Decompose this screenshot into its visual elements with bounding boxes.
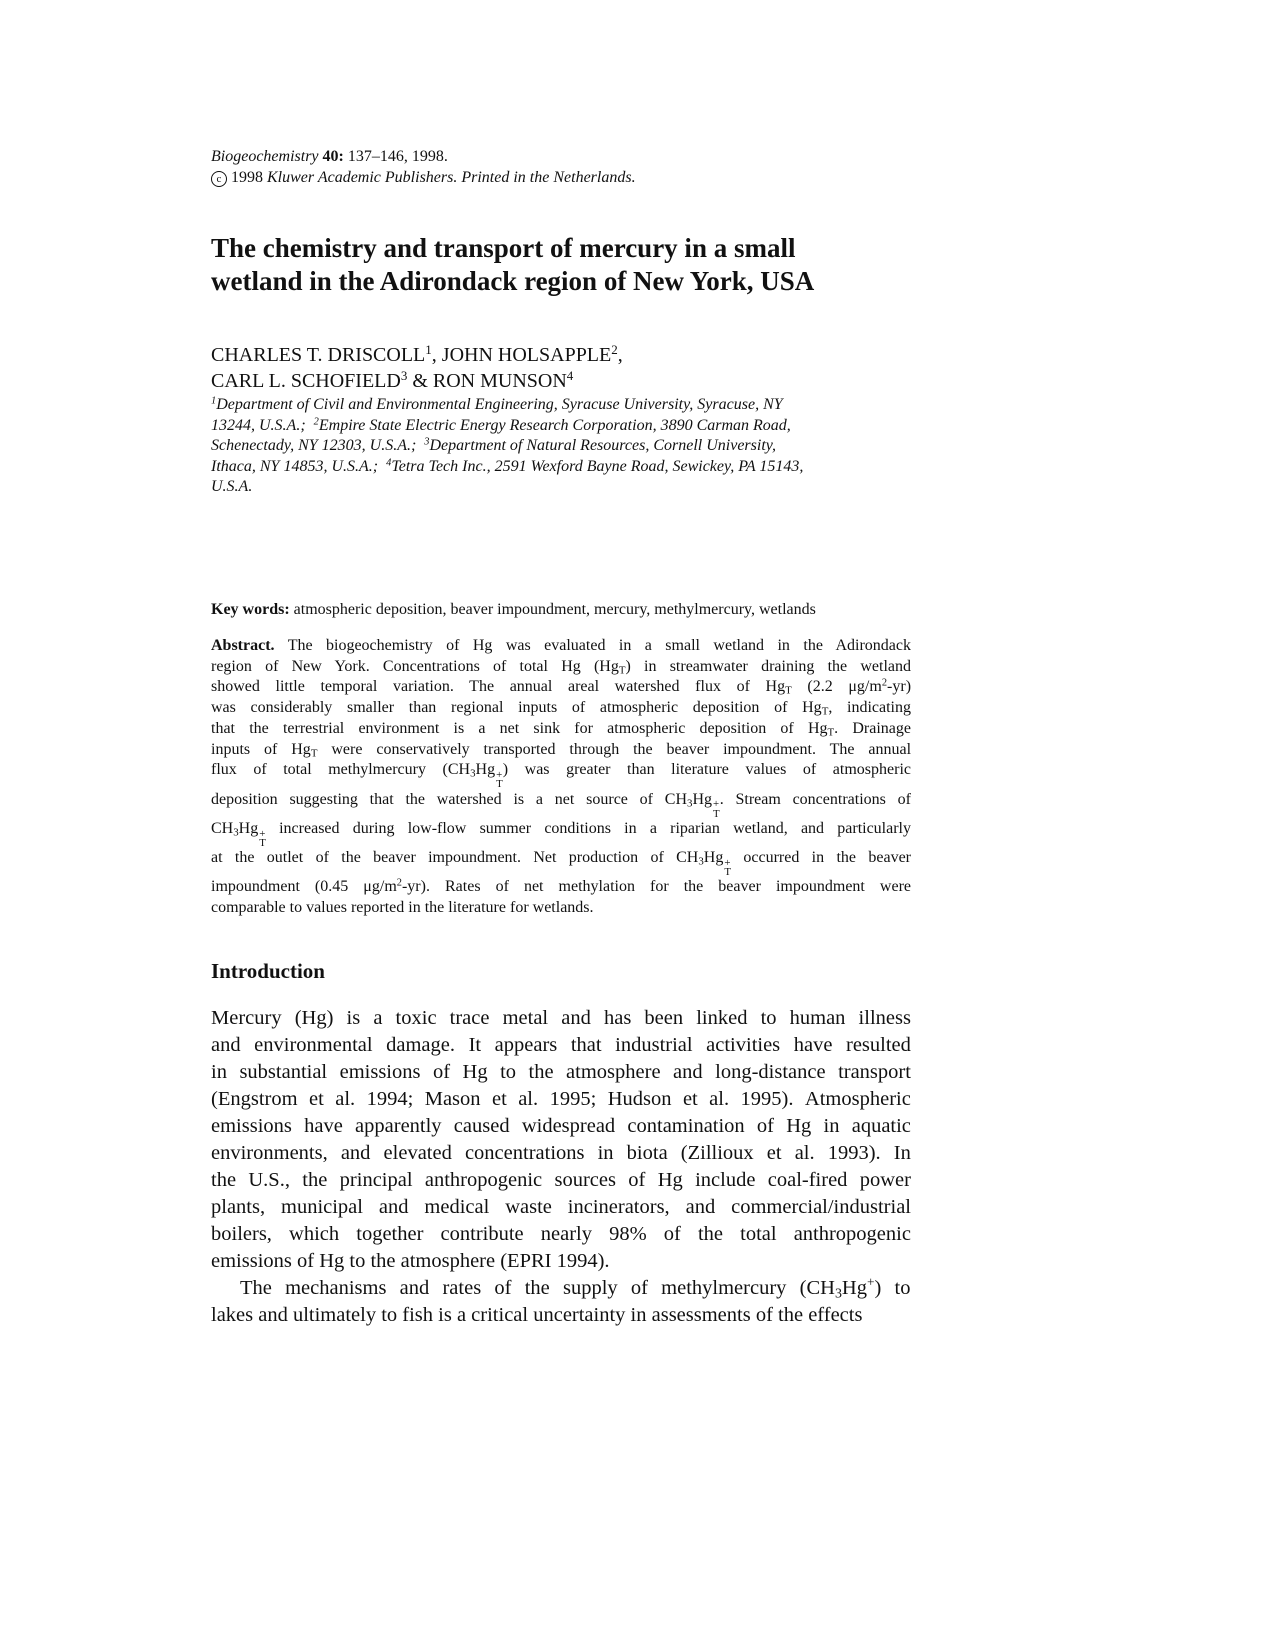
body-word: commercial/industrial [731, 1196, 911, 1218]
body-word: in [823, 1115, 840, 1137]
title-line: wetland in the Adirondack region of New York, USA [211, 266, 815, 296]
body-word: plants, [211, 1196, 266, 1218]
abstract-line [211, 790, 911, 819]
abstract-text: , indicating [828, 699, 912, 717]
affiliation-marker: 1 [425, 341, 432, 357]
body-word: sources [554, 1169, 616, 1191]
abstract-text: Hg [692, 790, 713, 808]
subscript: T [724, 866, 732, 879]
journal-header [211, 146, 636, 188]
body-word: nearly [540, 1223, 592, 1245]
abstract-line [211, 760, 911, 789]
body-word: that [570, 1034, 602, 1056]
body-word: et [491, 1088, 507, 1110]
affiliation-text: U.S.A. [211, 478, 253, 496]
affiliation-line [211, 416, 911, 437]
body-word: 1995; [549, 1088, 597, 1110]
body-line [211, 1167, 911, 1194]
body-line [211, 1113, 911, 1140]
superscript: + [724, 856, 731, 869]
body-word: long-distance [715, 1061, 826, 1083]
subscript: T [259, 836, 266, 849]
abstract-text: ) was greater than literature values of atmospheric [502, 761, 911, 779]
affiliation-text: Department of Civil and Environmental Engineering, Syracuse University, Syracuse, NY [216, 396, 783, 413]
body-word: to [500, 1061, 517, 1083]
subscript: T [713, 807, 720, 820]
author-name: CHARLES T. DRISCOLL [211, 344, 426, 366]
affiliation-marker: 2 [611, 341, 618, 357]
abstract-text: . Stream concentrations of [719, 790, 911, 808]
affiliation-text: Ithaca, NY 14853, U.S.A.; [211, 457, 379, 475]
introduction-body [211, 1005, 911, 1329]
body-word: al. [335, 1088, 356, 1110]
affiliation-marker: 2 [313, 415, 319, 427]
affiliation-text: Empire State Electric Energy Research Corporation, 3890 Carman Road, [318, 416, 791, 434]
body-word: U.S., [248, 1169, 290, 1191]
abstract-text: that the terrestrial environment is a net sink for atmospheric deposition of Hg [211, 719, 828, 737]
superscript: + [866, 1274, 875, 1290]
body-word: Hg [462, 1061, 488, 1083]
abstract-line [211, 698, 911, 719]
abstract-text: at the outlet of the beaver impoundment. Net production of CH [211, 849, 699, 867]
affiliation-text: Department of Natural Resources, Cornell University, [429, 437, 776, 455]
author-name: JOHN HOLSAPPLE [441, 344, 612, 366]
body-word: biota [626, 1142, 668, 1164]
body-word: waste [505, 1196, 552, 1218]
body-word: trace [449, 1007, 490, 1029]
body-word: and [561, 1007, 591, 1029]
abstract-line [211, 657, 911, 678]
abstract-text: showed little temporal variation. The annual areal watershed flux of Hg [211, 678, 786, 696]
body-word: Mercury [211, 1007, 282, 1029]
abstract-text: increased during low-flow summer conditions in a riparian wetland, and particularly [279, 819, 912, 837]
affiliation-text: Schenectady, NY 12303, U.S.A.; [211, 437, 417, 455]
abstract-text: CH [211, 819, 234, 837]
body-word: (Engstrom [211, 1088, 298, 1110]
ion-charge [496, 771, 503, 790]
abstract-line [211, 819, 911, 848]
body-word: al. [709, 1088, 730, 1110]
body-word: Atmospheric [804, 1088, 911, 1110]
body-word: metal [502, 1007, 549, 1029]
author-list [211, 342, 623, 394]
body-word: of [756, 1115, 774, 1137]
body-word: substantial [239, 1061, 328, 1083]
body-word: emissions [339, 1061, 421, 1083]
body-line [211, 1194, 911, 1221]
printed-location: Printed in the Netherlands. [461, 169, 636, 186]
abstract-text: inputs of Hg [211, 740, 311, 758]
abstract [211, 636, 911, 919]
affiliation-line [211, 457, 911, 478]
subscript: 3 [687, 797, 693, 810]
body-word: in [211, 1061, 227, 1083]
body-word: the [211, 1169, 237, 1191]
body-word: apparently [355, 1115, 442, 1137]
abstract-line [211, 877, 911, 898]
abstract-text: (2.2 μg/m [807, 678, 882, 696]
body-word: to [760, 1007, 777, 1029]
abstract-text: was considerably smaller than regional inputs of atmospheric deposition of Hg [211, 699, 822, 717]
abstract-text: -yr). Rates of net methylation for the beaver impoundment were [401, 878, 911, 896]
body-word: 1993). [827, 1142, 881, 1164]
author-name: RON MUNSON [432, 370, 567, 392]
body-word: total [740, 1223, 777, 1245]
author-name: CARL L. SCHOFIELD [211, 370, 401, 392]
abstract-text: region of New York. Concentrations of total Hg (Hg [211, 657, 619, 675]
abstract-text: impoundment (0.45 μg/m [211, 878, 397, 896]
body-word: activities [706, 1034, 781, 1056]
body-line [211, 1221, 911, 1248]
journal-pages: 137–146, 1998. [347, 148, 448, 165]
affiliations [211, 395, 911, 498]
copyright-icon: c [211, 171, 227, 187]
body-word: the [302, 1169, 328, 1191]
body-word: illness [858, 1007, 911, 1029]
abstract-line [211, 740, 911, 761]
body-word: which [289, 1223, 340, 1245]
body-text: Hg [841, 1277, 867, 1299]
abstract-text: flux of total methylmercury (CH [211, 761, 471, 779]
body-word: have [304, 1115, 343, 1137]
affiliation-text: 13244, U.S.A.; [211, 416, 306, 434]
body-word: 1995). [740, 1088, 794, 1110]
body-word: and [340, 1142, 371, 1164]
body-word: anthropogenic [793, 1223, 911, 1245]
abstract-text: comparable to values reported in the literature for wetlands. [211, 899, 594, 917]
subscript: T [310, 747, 318, 760]
body-word: has [603, 1007, 632, 1029]
body-word: Hg [657, 1169, 683, 1191]
body-word: al. [794, 1142, 815, 1164]
body-word: (Hg) [294, 1007, 334, 1029]
abstract-text: ) in streamwater draining the wetland [625, 657, 912, 675]
affiliation-marker: 4 [386, 457, 392, 469]
body-word: contamination [627, 1115, 745, 1137]
abstract-line [211, 848, 911, 877]
superscript: + [259, 827, 266, 840]
body-line [211, 1005, 911, 1032]
body-word: in [597, 1142, 614, 1164]
affiliation-marker: 4 [566, 367, 574, 383]
body-line [211, 1059, 911, 1086]
abstract-text: The biogeochemistry of Hg was evaluated in a small wetland in the Adirondack [287, 637, 912, 654]
copyright-year: 1998 [231, 169, 263, 186]
affiliation-line [211, 477, 911, 498]
paper-title [211, 232, 911, 298]
keywords-text: atmospheric deposition, beaver impoundment, mercury, methylmercury, wetlands [293, 601, 816, 618]
affiliation-marker: 1 [211, 395, 217, 407]
body-word: et [766, 1142, 782, 1164]
subscript: T [618, 664, 626, 677]
abstract-text: Hg [475, 761, 496, 779]
body-word: coal-fired [767, 1169, 848, 1191]
affiliation-text: Tetra Tech Inc., 2591 Wexford Bayne Road, Sewickey, PA 15143, [391, 457, 804, 475]
body-word: human [789, 1007, 846, 1029]
body-word: appears [494, 1034, 558, 1056]
body-word: together [356, 1223, 424, 1245]
superscript: 2 [396, 877, 402, 889]
affiliation-marker: 3 [400, 367, 408, 383]
citation-line [211, 146, 636, 167]
body-word: contribute [440, 1223, 524, 1245]
body-word: of [628, 1169, 646, 1191]
abstract-text: were conservatively transported through the beaver impoundment. The annual [331, 740, 912, 758]
body-word: and [685, 1196, 716, 1218]
body-word: Mason [424, 1088, 481, 1110]
body-word: et [682, 1088, 698, 1110]
abstract-text: Hg [238, 819, 259, 837]
subscript: 3 [233, 826, 239, 839]
body-word: In [893, 1142, 911, 1164]
body-word: the [697, 1223, 724, 1245]
abstract-line [211, 677, 911, 698]
ion-charge [713, 800, 720, 819]
body-word: municipal [281, 1196, 363, 1218]
subscript: 3 [470, 767, 476, 780]
abstract-label: Abstract. [211, 637, 275, 654]
body-word: principal [339, 1169, 413, 1191]
abstract-text: occurred in the beaver [743, 849, 911, 867]
author-line [211, 368, 623, 394]
ion-charge [724, 856, 732, 879]
superscript: + [713, 798, 720, 811]
body-word: boilers, [211, 1223, 272, 1245]
body-word: al. [518, 1088, 539, 1110]
body-word: emissions [211, 1115, 292, 1137]
body-word: toxic [395, 1007, 437, 1029]
body-word: 1994; [366, 1088, 414, 1110]
keywords-label: Key words: [211, 601, 290, 618]
title-line: The chemistry and transport of mercury in a small [211, 233, 796, 263]
ion-charge [259, 827, 266, 849]
publisher: Kluwer Academic Publishers. [267, 169, 458, 186]
body-word: concentrations [464, 1142, 585, 1164]
body-word: It [468, 1034, 482, 1056]
body-line [211, 1140, 911, 1167]
abstract-line [211, 898, 911, 919]
body-word: is [346, 1007, 361, 1029]
body-word: and [673, 1061, 703, 1083]
body-word: and [378, 1196, 409, 1218]
body-line [211, 1086, 911, 1113]
body-word: atmosphere [566, 1061, 661, 1083]
subscript: T [827, 726, 835, 739]
superscript: + [496, 769, 503, 782]
abstract-line [211, 636, 911, 657]
subscript: T [785, 685, 792, 698]
ampersand: & [412, 370, 428, 392]
body-word: medical [424, 1196, 490, 1218]
body-word: environmental [254, 1034, 373, 1056]
body-word: have [793, 1034, 833, 1056]
body-word: anthropogenic [424, 1169, 543, 1191]
body-word: been [644, 1007, 684, 1029]
body-word: aquatic [851, 1115, 911, 1137]
body-word: widespread [521, 1115, 616, 1137]
superscript: 2 [881, 677, 888, 689]
body-word: incinerators, [567, 1196, 670, 1218]
paragraph [211, 1005, 911, 1275]
journal-name: Biogeochemistry [211, 148, 319, 165]
body-word: include [695, 1169, 756, 1191]
journal-volume: 40: [322, 148, 344, 165]
section-heading: Introduction [211, 959, 325, 983]
body-word: of [432, 1061, 451, 1083]
body-word: a [373, 1007, 383, 1029]
copyright-line [211, 167, 636, 188]
body-word: (Zillioux [680, 1142, 754, 1164]
body-word: damage. [386, 1034, 456, 1056]
body-word: industrial [615, 1034, 693, 1056]
affiliation-line [211, 436, 911, 457]
body-word: of [663, 1223, 681, 1245]
body-line [211, 1275, 911, 1302]
abstract-text: deposition suggesting that the watershed is a net source of CH [211, 790, 688, 808]
body-word: Hudson [607, 1088, 672, 1110]
keywords [211, 599, 911, 620]
body-word: resulted [846, 1034, 911, 1056]
affiliation-line [211, 395, 911, 416]
body-word: elevated [383, 1142, 452, 1164]
abstract-line [211, 719, 911, 740]
body-word: and [211, 1034, 241, 1056]
body-word: 98% [609, 1223, 647, 1245]
body-line: lakes and ultimately to fish is a critical uncertainty in assessments of the effects [211, 1304, 863, 1326]
body-text: ) to [874, 1277, 911, 1299]
abstract-text: Hg [703, 849, 724, 867]
body-word: caused [453, 1115, 510, 1137]
author-line: CHARLES T. DRISCOLL$^1$, JOHN HOLSAPPLE$^2$, [211, 341, 623, 366]
body-word-group [240, 1275, 911, 1302]
abstract-text: . Drainage [834, 719, 912, 737]
subscript: T [496, 778, 503, 791]
body-text: The mechanisms and rates of the supply of methylmercury (CH [240, 1277, 835, 1299]
body-word: the [528, 1061, 554, 1083]
body-word: transport [838, 1061, 911, 1083]
body-word: Hg [786, 1115, 812, 1137]
body-line [211, 1032, 911, 1059]
body-word: environments, [211, 1142, 328, 1164]
body-word: linked [696, 1007, 748, 1029]
subscript: 3 [698, 855, 704, 868]
subscript: T [821, 705, 829, 718]
body-line: emissions of Hg to the atmosphere (EPRI 1994). [211, 1250, 610, 1272]
subscript: 3 [834, 1286, 842, 1302]
abstract-text: -yr) [887, 678, 912, 696]
body-word: et [308, 1088, 324, 1110]
affiliation-marker: 3 [424, 436, 430, 448]
body-word: power [859, 1169, 911, 1191]
